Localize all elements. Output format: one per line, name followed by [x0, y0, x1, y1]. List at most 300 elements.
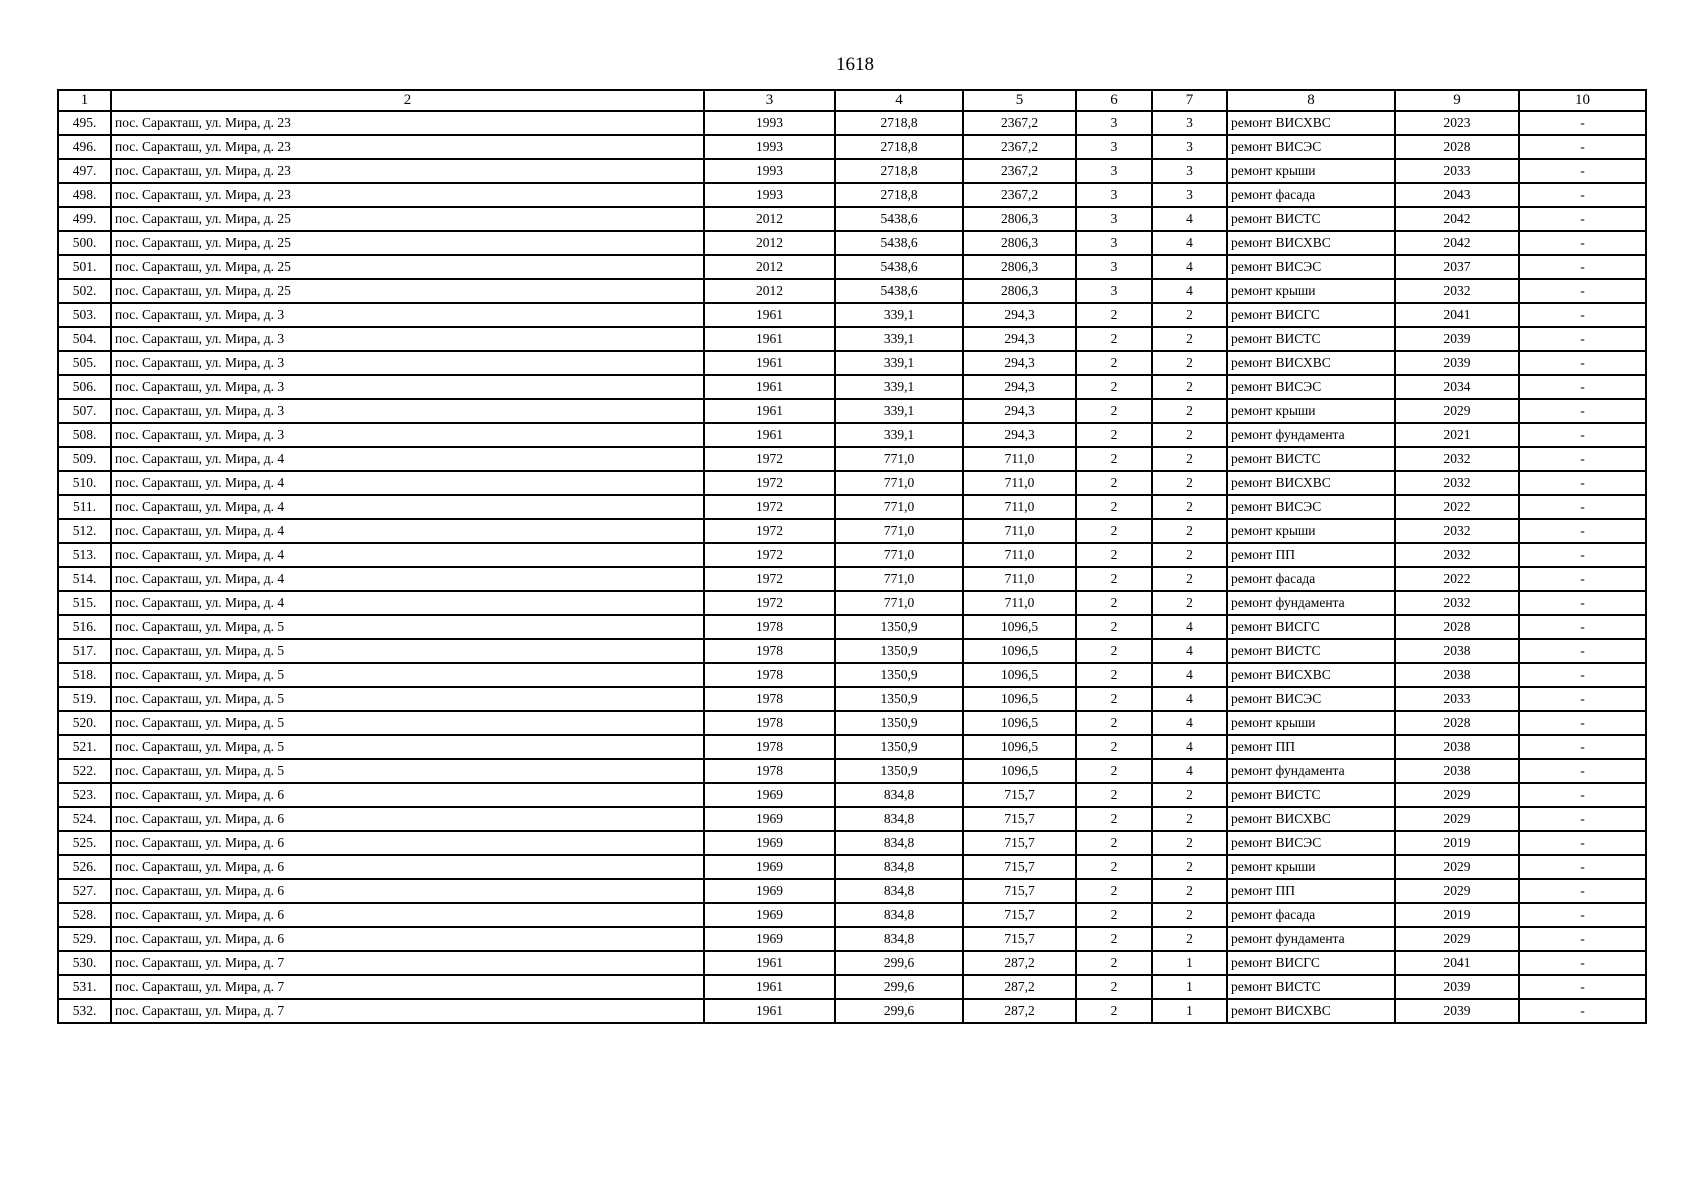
cell-total-area: 1350,9: [835, 663, 963, 687]
cell-total-area: 339,1: [835, 423, 963, 447]
cell-address: пос. Саракташ, ул. Мира, д. 5: [111, 615, 704, 639]
cell-year-built: 1961: [704, 375, 835, 399]
cell-floors-count: 2: [1076, 447, 1152, 471]
table-row: [58, 519, 1646, 543]
cell-planned-year: 2019: [1395, 831, 1519, 855]
cell-floors-count: 2: [1076, 879, 1152, 903]
cell-note: -: [1519, 327, 1646, 351]
cell-work-type: ремонт ВИСХВС: [1227, 111, 1395, 135]
cell-living-area: 1096,5: [963, 711, 1076, 735]
cell-living-area: 1096,5: [963, 759, 1076, 783]
cell-living-area: 711,0: [963, 567, 1076, 591]
cell-row-number: 509.: [58, 447, 111, 471]
cell-year-built: 1978: [704, 711, 835, 735]
cell-work-type: ремонт ВИСХВС: [1227, 807, 1395, 831]
cell-living-area: 715,7: [963, 831, 1076, 855]
cell-row-number: 498.: [58, 183, 111, 207]
cell-living-area: 715,7: [963, 783, 1076, 807]
cell-entrances-count: 4: [1152, 255, 1227, 279]
cell-row-number: 499.: [58, 207, 111, 231]
cell-year-built: 1969: [704, 807, 835, 831]
cell-total-area: 5438,6: [835, 279, 963, 303]
cell-row-number: 496.: [58, 135, 111, 159]
cell-living-area: 294,3: [963, 423, 1076, 447]
cell-entrances-count: 2: [1152, 399, 1227, 423]
cell-address: пос. Саракташ, ул. Мира, д. 4: [111, 471, 704, 495]
cell-entrances-count: 4: [1152, 207, 1227, 231]
cell-entrances-count: 2: [1152, 495, 1227, 519]
cell-planned-year: 2032: [1395, 279, 1519, 303]
header-col-row-number: 1: [58, 90, 111, 111]
cell-address: пос. Саракташ, ул. Мира, д. 5: [111, 663, 704, 687]
cell-planned-year: 2028: [1395, 615, 1519, 639]
cell-work-type: ремонт крыши: [1227, 855, 1395, 879]
cell-total-area: 299,6: [835, 951, 963, 975]
cell-row-number: 521.: [58, 735, 111, 759]
cell-work-type: ремонт ВИСЭС: [1227, 375, 1395, 399]
table-row: [58, 135, 1646, 159]
cell-planned-year: 2033: [1395, 159, 1519, 183]
cell-living-area: 287,2: [963, 975, 1076, 999]
table-row: [58, 231, 1646, 255]
cell-note: -: [1519, 207, 1646, 231]
cell-total-area: 771,0: [835, 591, 963, 615]
cell-row-number: 508.: [58, 423, 111, 447]
cell-address: пос. Саракташ, ул. Мира, д. 23: [111, 183, 704, 207]
cell-planned-year: 2029: [1395, 879, 1519, 903]
cell-note: -: [1519, 927, 1646, 951]
table-row: [58, 327, 1646, 351]
cell-floors-count: 2: [1076, 903, 1152, 927]
cell-floors-count: 2: [1076, 423, 1152, 447]
cell-entrances-count: 2: [1152, 471, 1227, 495]
table-row: [58, 831, 1646, 855]
cell-year-built: 1978: [704, 639, 835, 663]
cell-floors-count: 2: [1076, 519, 1152, 543]
cell-work-type: ремонт фундамента: [1227, 423, 1395, 447]
cell-note: -: [1519, 807, 1646, 831]
cell-address: пос. Саракташ, ул. Мира, д. 5: [111, 759, 704, 783]
cell-work-type: ремонт крыши: [1227, 399, 1395, 423]
cell-floors-count: 2: [1076, 351, 1152, 375]
cell-living-area: 294,3: [963, 327, 1076, 351]
table-row: [58, 543, 1646, 567]
cell-address: пос. Саракташ, ул. Мира, д. 6: [111, 783, 704, 807]
cell-work-type: ремонт крыши: [1227, 279, 1395, 303]
cell-entrances-count: 2: [1152, 543, 1227, 567]
table-row: [58, 495, 1646, 519]
cell-note: -: [1519, 135, 1646, 159]
cell-entrances-count: 1: [1152, 999, 1227, 1023]
cell-row-number: 527.: [58, 879, 111, 903]
cell-entrances-count: 2: [1152, 351, 1227, 375]
cell-total-area: 1350,9: [835, 639, 963, 663]
cell-work-type: ремонт фасада: [1227, 903, 1395, 927]
cell-address: пос. Саракташ, ул. Мира, д. 23: [111, 111, 704, 135]
cell-floors-count: 3: [1076, 159, 1152, 183]
cell-address: пос. Саракташ, ул. Мира, д. 6: [111, 831, 704, 855]
cell-note: -: [1519, 975, 1646, 999]
cell-planned-year: 2032: [1395, 471, 1519, 495]
cell-work-type: ремонт ВИСЭС: [1227, 687, 1395, 711]
cell-year-built: 1993: [704, 183, 835, 207]
cell-row-number: 518.: [58, 663, 111, 687]
cell-planned-year: 2039: [1395, 327, 1519, 351]
cell-row-number: 519.: [58, 687, 111, 711]
cell-entrances-count: 2: [1152, 303, 1227, 327]
cell-entrances-count: 4: [1152, 735, 1227, 759]
cell-address: пос. Саракташ, ул. Мира, д. 6: [111, 855, 704, 879]
cell-floors-count: 2: [1076, 591, 1152, 615]
cell-address: пос. Саракташ, ул. Мира, д. 25: [111, 231, 704, 255]
table-row: [58, 207, 1646, 231]
cell-total-area: 5438,6: [835, 207, 963, 231]
cell-address: пос. Саракташ, ул. Мира, д. 3: [111, 303, 704, 327]
cell-entrances-count: 4: [1152, 615, 1227, 639]
cell-living-area: 2806,3: [963, 207, 1076, 231]
cell-year-built: 1978: [704, 735, 835, 759]
cell-address: пос. Саракташ, ул. Мира, д. 3: [111, 351, 704, 375]
cell-floors-count: 2: [1076, 711, 1152, 735]
cell-work-type: ремонт ВИСХВС: [1227, 663, 1395, 687]
cell-floors-count: 3: [1076, 207, 1152, 231]
cell-total-area: 339,1: [835, 327, 963, 351]
cell-planned-year: 2029: [1395, 927, 1519, 951]
cell-note: -: [1519, 399, 1646, 423]
cell-floors-count: 2: [1076, 471, 1152, 495]
cell-living-area: 294,3: [963, 399, 1076, 423]
table-row: [58, 903, 1646, 927]
cell-total-area: 771,0: [835, 567, 963, 591]
cell-planned-year: 2039: [1395, 975, 1519, 999]
table-body: [58, 111, 1646, 1023]
cell-entrances-count: 4: [1152, 687, 1227, 711]
cell-floors-count: 3: [1076, 135, 1152, 159]
cell-living-area: 715,7: [963, 927, 1076, 951]
cell-entrances-count: 2: [1152, 831, 1227, 855]
cell-year-built: 1972: [704, 543, 835, 567]
cell-year-built: 1969: [704, 879, 835, 903]
table-row: [58, 759, 1646, 783]
table-row: [58, 255, 1646, 279]
cell-year-built: 1993: [704, 135, 835, 159]
cell-note: -: [1519, 543, 1646, 567]
cell-living-area: 2367,2: [963, 111, 1076, 135]
cell-row-number: 520.: [58, 711, 111, 735]
cell-living-area: 2367,2: [963, 183, 1076, 207]
cell-note: -: [1519, 519, 1646, 543]
cell-note: -: [1519, 303, 1646, 327]
cell-floors-count: 2: [1076, 303, 1152, 327]
cell-total-area: 834,8: [835, 807, 963, 831]
cell-year-built: 1978: [704, 687, 835, 711]
cell-address: пос. Саракташ, ул. Мира, д. 5: [111, 735, 704, 759]
cell-year-built: 2012: [704, 279, 835, 303]
cell-total-area: 771,0: [835, 519, 963, 543]
cell-note: -: [1519, 447, 1646, 471]
table-row: [58, 687, 1646, 711]
cell-total-area: 5438,6: [835, 231, 963, 255]
cell-floors-count: 2: [1076, 951, 1152, 975]
cell-work-type: ремонт ВИСХВС: [1227, 999, 1395, 1023]
cell-row-number: 502.: [58, 279, 111, 303]
cell-note: -: [1519, 759, 1646, 783]
table-row: [58, 975, 1646, 999]
cell-work-type: ремонт ВИСГС: [1227, 303, 1395, 327]
cell-living-area: 711,0: [963, 543, 1076, 567]
cell-planned-year: 2032: [1395, 543, 1519, 567]
cell-address: пос. Саракташ, ул. Мира, д. 4: [111, 591, 704, 615]
header-col-floors-count: 6: [1076, 90, 1152, 111]
cell-work-type: ремонт ВИСТС: [1227, 207, 1395, 231]
cell-note: -: [1519, 279, 1646, 303]
cell-entrances-count: 3: [1152, 159, 1227, 183]
header-col-total-area: 4: [835, 90, 963, 111]
cell-total-area: 2718,8: [835, 111, 963, 135]
cell-entrances-count: 2: [1152, 807, 1227, 831]
cell-year-built: 1969: [704, 831, 835, 855]
cell-address: пос. Саракташ, ул. Мира, д. 7: [111, 975, 704, 999]
cell-row-number: 507.: [58, 399, 111, 423]
cell-row-number: 532.: [58, 999, 111, 1023]
cell-total-area: 1350,9: [835, 711, 963, 735]
header-col-work-type: 8: [1227, 90, 1395, 111]
cell-work-type: ремонт крыши: [1227, 711, 1395, 735]
cell-total-area: 339,1: [835, 303, 963, 327]
table-row: [58, 447, 1646, 471]
cell-entrances-count: 1: [1152, 975, 1227, 999]
cell-note: -: [1519, 855, 1646, 879]
cell-total-area: 771,0: [835, 447, 963, 471]
cell-total-area: 771,0: [835, 495, 963, 519]
table-row: [58, 399, 1646, 423]
cell-work-type: ремонт ВИСЭС: [1227, 255, 1395, 279]
header-col-living-area: 5: [963, 90, 1076, 111]
cell-total-area: 1350,9: [835, 615, 963, 639]
cell-note: -: [1519, 711, 1646, 735]
cell-entrances-count: 2: [1152, 927, 1227, 951]
table-row: [58, 711, 1646, 735]
cell-living-area: 711,0: [963, 471, 1076, 495]
cell-total-area: 339,1: [835, 399, 963, 423]
cell-total-area: 1350,9: [835, 687, 963, 711]
cell-note: -: [1519, 255, 1646, 279]
cell-total-area: 834,8: [835, 927, 963, 951]
cell-living-area: 711,0: [963, 495, 1076, 519]
cell-living-area: 2806,3: [963, 255, 1076, 279]
header-col-planned-year: 9: [1395, 90, 1519, 111]
cell-year-built: 2012: [704, 207, 835, 231]
cell-year-built: 1961: [704, 951, 835, 975]
cell-total-area: 834,8: [835, 831, 963, 855]
cell-floors-count: 2: [1076, 807, 1152, 831]
repair-schedule-table: [57, 89, 1647, 1024]
table-row: [58, 663, 1646, 687]
cell-note: -: [1519, 495, 1646, 519]
cell-planned-year: 2029: [1395, 855, 1519, 879]
cell-note: -: [1519, 951, 1646, 975]
cell-living-area: 715,7: [963, 903, 1076, 927]
cell-living-area: 294,3: [963, 303, 1076, 327]
table-row: [58, 159, 1646, 183]
table-row: [58, 183, 1646, 207]
cell-address: пос. Саракташ, ул. Мира, д. 3: [111, 375, 704, 399]
cell-floors-count: 2: [1076, 327, 1152, 351]
cell-row-number: 512.: [58, 519, 111, 543]
cell-year-built: 1972: [704, 591, 835, 615]
cell-total-area: 299,6: [835, 999, 963, 1023]
cell-row-number: 528.: [58, 903, 111, 927]
cell-planned-year: 2039: [1395, 999, 1519, 1023]
cell-work-type: ремонт ВИСТС: [1227, 639, 1395, 663]
cell-entrances-count: 2: [1152, 447, 1227, 471]
cell-year-built: 1961: [704, 999, 835, 1023]
cell-work-type: ремонт фундамента: [1227, 591, 1395, 615]
cell-floors-count: 2: [1076, 999, 1152, 1023]
cell-floors-count: 2: [1076, 399, 1152, 423]
cell-year-built: 1969: [704, 927, 835, 951]
cell-entrances-count: 4: [1152, 759, 1227, 783]
cell-work-type: ремонт ВИСГС: [1227, 951, 1395, 975]
cell-work-type: ремонт ВИСЭС: [1227, 135, 1395, 159]
header-col-year-built: 3: [704, 90, 835, 111]
cell-address: пос. Саракташ, ул. Мира, д. 6: [111, 879, 704, 903]
cell-total-area: 2718,8: [835, 135, 963, 159]
cell-entrances-count: 2: [1152, 879, 1227, 903]
cell-address: пос. Саракташ, ул. Мира, д. 7: [111, 999, 704, 1023]
cell-total-area: 5438,6: [835, 255, 963, 279]
cell-row-number: 495.: [58, 111, 111, 135]
table-row: [58, 735, 1646, 759]
cell-note: -: [1519, 687, 1646, 711]
cell-row-number: 510.: [58, 471, 111, 495]
cell-year-built: 1961: [704, 975, 835, 999]
cell-work-type: ремонт ВИСЭС: [1227, 831, 1395, 855]
cell-work-type: ремонт ВИСТС: [1227, 447, 1395, 471]
cell-total-area: 1350,9: [835, 735, 963, 759]
cell-row-number: 514.: [58, 567, 111, 591]
cell-work-type: ремонт фундамента: [1227, 927, 1395, 951]
cell-living-area: 715,7: [963, 807, 1076, 831]
cell-living-area: 715,7: [963, 879, 1076, 903]
cell-planned-year: 2039: [1395, 351, 1519, 375]
cell-entrances-count: 4: [1152, 711, 1227, 735]
cell-total-area: 834,8: [835, 903, 963, 927]
cell-planned-year: 2042: [1395, 207, 1519, 231]
table-row: [58, 423, 1646, 447]
cell-year-built: 1972: [704, 567, 835, 591]
cell-planned-year: 2032: [1395, 519, 1519, 543]
cell-year-built: 2012: [704, 231, 835, 255]
cell-address: пос. Саракташ, ул. Мира, д. 3: [111, 423, 704, 447]
table-row: [58, 999, 1646, 1023]
cell-entrances-count: 2: [1152, 783, 1227, 807]
cell-note: -: [1519, 471, 1646, 495]
cell-note: -: [1519, 783, 1646, 807]
cell-floors-count: 2: [1076, 639, 1152, 663]
cell-address: пос. Саракташ, ул. Мира, д. 23: [111, 159, 704, 183]
cell-floors-count: 3: [1076, 183, 1152, 207]
cell-note: -: [1519, 999, 1646, 1023]
cell-floors-count: 3: [1076, 255, 1152, 279]
cell-year-built: 1961: [704, 303, 835, 327]
table-row: [58, 951, 1646, 975]
cell-note: -: [1519, 591, 1646, 615]
cell-row-number: 529.: [58, 927, 111, 951]
cell-entrances-count: 3: [1152, 183, 1227, 207]
cell-note: -: [1519, 231, 1646, 255]
cell-living-area: 1096,5: [963, 735, 1076, 759]
cell-planned-year: 2041: [1395, 951, 1519, 975]
cell-floors-count: 2: [1076, 375, 1152, 399]
cell-entrances-count: 4: [1152, 279, 1227, 303]
table-row: [58, 375, 1646, 399]
cell-planned-year: 2038: [1395, 639, 1519, 663]
cell-work-type: ремонт ВИСХВС: [1227, 231, 1395, 255]
cell-work-type: ремонт ВИСГС: [1227, 615, 1395, 639]
cell-row-number: 504.: [58, 327, 111, 351]
cell-address: пос. Саракташ, ул. Мира, д. 23: [111, 135, 704, 159]
cell-planned-year: 2041: [1395, 303, 1519, 327]
cell-living-area: 715,7: [963, 855, 1076, 879]
table-row: [58, 783, 1646, 807]
cell-entrances-count: 2: [1152, 375, 1227, 399]
cell-entrances-count: 4: [1152, 231, 1227, 255]
table-row: [58, 879, 1646, 903]
cell-entrances-count: 2: [1152, 327, 1227, 351]
cell-row-number: 531.: [58, 975, 111, 999]
cell-note: -: [1519, 903, 1646, 927]
cell-row-number: 506.: [58, 375, 111, 399]
cell-address: пос. Саракташ, ул. Мира, д. 4: [111, 447, 704, 471]
cell-entrances-count: 2: [1152, 855, 1227, 879]
cell-address: пос. Саракташ, ул. Мира, д. 25: [111, 255, 704, 279]
header-col-entrances-count: 7: [1152, 90, 1227, 111]
cell-planned-year: 2022: [1395, 495, 1519, 519]
cell-work-type: ремонт ПП: [1227, 735, 1395, 759]
cell-row-number: 523.: [58, 783, 111, 807]
cell-note: -: [1519, 375, 1646, 399]
cell-planned-year: 2042: [1395, 231, 1519, 255]
cell-work-type: ремонт ВИСТС: [1227, 327, 1395, 351]
cell-row-number: 524.: [58, 807, 111, 831]
cell-total-area: 339,1: [835, 351, 963, 375]
table-row: [58, 615, 1646, 639]
cell-floors-count: 2: [1076, 759, 1152, 783]
cell-address: пос. Саракташ, ул. Мира, д. 25: [111, 279, 704, 303]
cell-total-area: 299,6: [835, 975, 963, 999]
cell-floors-count: 2: [1076, 927, 1152, 951]
cell-address: пос. Саракташ, ул. Мира, д. 5: [111, 639, 704, 663]
cell-total-area: 834,8: [835, 879, 963, 903]
cell-note: -: [1519, 735, 1646, 759]
cell-address: пос. Саракташ, ул. Мира, д. 4: [111, 543, 704, 567]
table-row: [58, 111, 1646, 135]
cell-living-area: 1096,5: [963, 663, 1076, 687]
table-row: [58, 927, 1646, 951]
cell-row-number: 516.: [58, 615, 111, 639]
cell-planned-year: 2019: [1395, 903, 1519, 927]
cell-planned-year: 2029: [1395, 807, 1519, 831]
cell-address: пос. Саракташ, ул. Мира, д. 25: [111, 207, 704, 231]
cell-year-built: 1961: [704, 327, 835, 351]
cell-year-built: 1969: [704, 903, 835, 927]
cell-row-number: 517.: [58, 639, 111, 663]
cell-planned-year: 2029: [1395, 399, 1519, 423]
cell-note: -: [1519, 831, 1646, 855]
table-row: [58, 855, 1646, 879]
cell-work-type: ремонт ВИСЭС: [1227, 495, 1395, 519]
